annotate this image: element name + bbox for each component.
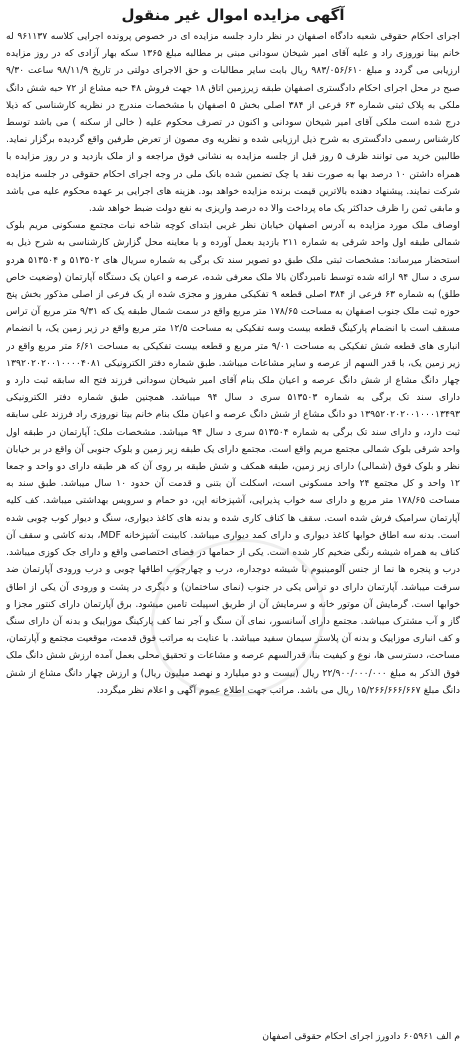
notice-body (6, 28, 460, 1028)
notice-paragraph-2: اوصاف ملک مورد مزایده به آدرس اصفهان خیابان نظر غربی ابتدای کوچه شاخه نبات مجتمع مسکونی مریم بلوک شمالی طبقه اول واحد شرقی به شماره ۲۱۱ بازدید بعمل آورده و با معاینه محل گزارش کارشناسی به شرح ذیل به استحضار میرساند: مشخصات ثبتی ملک طبق دو تصویر سند تک برگی به شماره سریال های ۵۱۳۵۰۲ و ۵۱۳۵۰۴ هردو سری د سال ۹۴ ارائه شده توسط نامبردگان بالا ملک معرفی شده، عرصه و اعیان یک دستگاه آپارتمان (وضعیت خاص طلق) به شماره ۶۳ فرعی از ۳۸۴ اصلی قطعه ۹ تفکیکی مفروز و مجزی شده از یک فرعی از اصلی مذکور بخش پنج حوزه ثبت ملک جنوب اصفهان به مساحت ۱۷۸/۶۵ متر مربع واقع در سمت شمال طبقه یک که ۹/۳۱ متر مربع آن تراس مسقف است با انضمام پارکینگ قطعه بیست وسه تفکیکی به مساحت ۱۲/۵ متر مربع واقع در زیر زمین یک، با انضمام انباری های قطعه شش تفکیکی به مساحت ۹/۰۱ متر مربع و قطعه بیست تفکیکی به مساحت ۶/۶۱ متر مربع واقع در زیر زمین یک، با قدر السهم از عرصه و سایر مشاعات میباشد. طبق شماره دفتر الکترونیکی ۱۳۹۲۰۲۰۲۰۰۱۰۰۰۰۴۰۸۱ چهار دانگ مشاع از شش دانگ عرصه و اعیان ملک بنام آقای امیر شیخان سودانی فرزند فتح اله سابقه ثبت دارد و دارای سند تک برگی به شماره ۵۱۳۵۰۳ سری د سال ۹۴ میباشد. همچنین طبق شماره دفتر الکترونیکی ۱۳۹۵۲۰۲۰۲۰۰۱۰۰۰۱۳۴۹۳ دو دانگ مشاع از شش دانگ عرصه و اعیان ملک بنام خانم بیتا نوروزی راد فرزند علی سابقه ثبت دارد، و دارای سند تک برگی به شماره ۵۱۳۵۰۴ سری د سال ۹۴ میباشد. مشخصات ملک: آپارتمان در طبقه اول واحد شرقی بلوک شمالی مجتمع مریم واقع است. مجتمع دارای یک طبقه زیر زمین و بلوک جنوبی آن واقع در بر خیابان نظر و بلوک فوق (شمالی) دارای زیر زمین، طبقه همکف و شش طبقه بر روی آن که هر طبقه دارای دو واحد و جمعا ۱۲ واحد و کل مجتمع ۲۴ واحد مسکونی است، اسکلت آن بتنی و قدمت آن حدود ۱۰ سال میباشد. طبق سند به مساحت ۱۷۸/۶۵ متر مربع و دارای سه خواب پذیرایی، آشپزخانه اپن، دو حمام و سرویس بهداشتی میباشد. کف کلیه آپارتمان سرامیک فرش شده است. سقف ها کناف کاری شده و بدنه های کاغذ دیواری، سنگ و دیوار کوب چوبی شده است. بدنه سه اطاق خوابها کاغذ دیواری و دارای کمد دیواری میباشد. کابینت آشپزخانه MDF، بدنه کاشی و سقف آن کناف به همراه شیشه رنگی ضخیم کار شده است. یکی از حمامها در فضای اختصاصی واقع و دارای جک کوزی میباشد. درب و پنجره ها نما از جنس آلومینیوم با شیشه دوجداره، درب و چهارچوب اطاقها چوبی و درب ورودی آپارتمان ضد سرقت میباشد. آپارتمان دارای دو تراس یکی در جنوب (نمای ساختمان) و دیگری در پشت و ورودی آن یکی از اطاق خوابها است. گرمایش آن موتور خانه و سرمایش آن از طریق اسپیلت تامین میشود. برق آپارتمان دارای کنتور مجزا و گاز و آب مشترک میباشد. مجتمع دارای آسانسور، نمای آن سنگ و آجر نما کف پارکینگ موزاییک و بدنه آن دارای سنگ و کف انباری موزاییک و بدنه آن پلاستر سیمان سفید میباشد. با عنایت به مراتب فوق قدمت، موقعیت مجتمع و آپارتمان، مساحت، دسترسی ها، نوع و کیفیت بنا، قدرالسهم عرصه و مشاعات و تحقیق محلی بعمل آمده ارزش شش دانگ ملک فوق الذکر به مبلغ ۲۲/۹۰۰/۰۰۰/۰۰۰ ریال (بیست و دو میلیارد و نهصد میلیون ریال) و ارزش چهار دانگ مشاع از شش دانگ مبلغ ۱۵/۲۶۶/۶۶۶/۶۶۷ ریال می باشد. مراتب جهت اطلاع عموم آگهی و اعلام نظر میگردد. (6, 220, 460, 696)
notice-title: آگهی مزایده اموال غیر منقول (121, 6, 345, 24)
notice-signature: م الف ۶۰۵۹۶۱ دادورز اجرای احکام حقوقی اصفهان (262, 1031, 460, 1042)
notice-paragraph-1: اجرای احکام حقوقی شعبه دادگاه اصفهان در نظر دارد جلسه مزایده ای در خصوص پرونده اجرایی کلاسه ۹۶۱۱۳۷ له خانم بیتا نوروزی راد و علیه آقای امیر شیخان سودانی مبنی بر مطالبه مبلغ ۱۳۶۵ سکه بهار آزادی که در روز مزایده ارزیابی می گردد و مبلغ ۹۸۳/۰۵۶/۶۱۰ ریال بابت سایر مطالبات و حق الاجرای دولتی در تاریخ ۹۸/۱۱/۹ ساعت ۹/۳۰ صبح در محل اجرای احکام دادگستری اصفهان طبقه زیرزمین اتاق ۱۸ جهت فروش ۴۸ حبه مشاع از ۷۲ حبه شش دانگ ملکی به پلاک ثبتی شماره ۶۳ فرعی از ۳۸۴ اصلی بخش ۵ اصفهان با مشخصات مندرج در نظریه کارشناسی که ذیلا درج شده است ملکی آقای امیر شیخان سودانی و اکنون در تصرف محکوم علیه ( خالی از سکنه ) می باشد توسط کارشناس رسمی دادگستری به شرح ذیل ارزیابی شده و نظریه وی مصون از تعرض طرفین واقع گردیده برگزار نماید. طالبین خرید می توانند ظرف ۵ روز قبل از جلسه مزایده به نشانی فوق مراجعه و از ملک بازدید و در روز مزایده با همراه داشتن ۱۰ درصد بها به صورت نقد یا چک تضمین شده بانک ملی در وجه اجرای احکام حقوقی در جلسه مزایده شرکت نمایند. پیشنهاد دهنده بالاترین قیمت برنده مزایده خواهد بود. هزینه های اجرایی بر عهده محکوم علیه می باشد و مابقی ثمن را ظرف حداکثر یک ماه پرداخت والا ده درصد واریزی به نفع دولت ضبط خواهد شد. (6, 31, 460, 215)
auction-notice (6, 4, 460, 1056)
